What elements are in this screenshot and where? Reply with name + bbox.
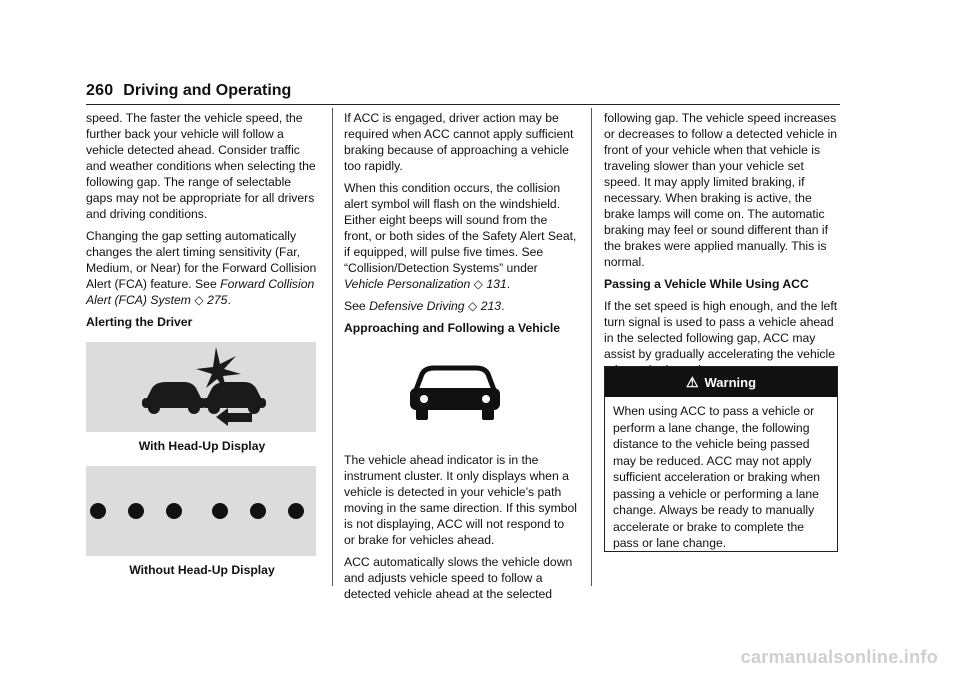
warning-icon: ⚠ — [685, 373, 699, 390]
cross-reference-link[interactable]: Defensive Driving — [369, 299, 465, 313]
paragraph: See Defensive Driving ◇ 213. — [344, 299, 505, 313]
subheading: Passing a Vehicle While Using ACC — [604, 277, 809, 291]
page-ref-number[interactable]: 275 — [207, 293, 228, 307]
paragraph-text: Changing the gap setting automatically changes the alert timing sensitivity (Far, Medium, or Near) for the Forward Collision Alert (FCA) feature. See — [86, 229, 317, 291]
page-ref-number[interactable]: 131 — [486, 277, 507, 291]
page-header — [86, 82, 840, 105]
page-ref-number[interactable]: 213 — [480, 299, 502, 313]
paragraph: If the set speed is high enough, and the left turn signal is used to pass a vehicle ahead in the selected following gap, ACC may assist by gradually accelerating the vehicle — [604, 299, 838, 361]
paragraph-text: When this condition occurs, the collision alert symbol will flash on the windshield. Either eight beeps will sound from the front, or both sides of the Safety Alert Seat, if equipped, will pulse five times. See “Collision/Detection Systems” under — [344, 181, 577, 275]
cross-reference-link[interactable]: Vehicle Personalization — [344, 277, 471, 291]
watermark: carmanualsonline.info — [740, 647, 938, 667]
column-divider-1 — [332, 108, 333, 586]
warning-text: When using ACC to pass a vehicle or perform a lane change, the following distance to the vehicle being passed may be reduced. ACC may not apply sufficient acceleration or braking when passing a vehicle or performing a lane change. Always be ready to manually accelerate or brake to complete the pass or lane change. — [613, 404, 821, 550]
column-2 — [344, 110, 578, 608]
paragraph: When this condition occurs, the collision alert symbol will flash on the windshield. Either eight beeps will sound from the front, or both sides of the Safety Alert Seat, if equipped, will pulse five times. See “Collision/Detection Systems” under Vehicle Personalization ◇ 131. — [344, 181, 577, 291]
vehicle-ahead-icon — [344, 342, 578, 430]
figure-caption: With Head-Up Display — [138, 439, 266, 453]
figure-caption: Without Head-Up Display — [129, 563, 275, 577]
cross-reference-link[interactable]: Forward Collision Alert (FCA) System — [86, 277, 315, 307]
page-number: 260 — [86, 82, 114, 99]
column-divider-2 — [591, 108, 592, 586]
paragraph-text: See — [344, 299, 370, 313]
paragraph: If ACC is engaged, driver action may be required when ACC cannot apply sufficient braking because of approaching a vehicle too rapidly. — [344, 111, 574, 173]
section-title: Driving and Operating — [123, 82, 292, 99]
warning-header — [605, 367, 837, 397]
paragraph: ACC automatically slows the vehicle down and adjusts vehicle speed to follow a detected vehicle ahead at the selected — [344, 555, 573, 601]
following-dots-icon — [86, 466, 316, 556]
page-ref-icon: ◇ — [194, 293, 204, 307]
vehicle-ahead-figure — [344, 342, 578, 430]
page-ref-icon: ◇ — [467, 299, 478, 313]
column-3 — [604, 110, 840, 384]
warning-title: Warning — [704, 374, 757, 390]
paragraph: Changing the gap setting automatically changes the alert timing sensitivity (Far, Medium, or Near) for the Forward Collision Alert (FCA) feature. See Forward Collision Alert (FCA) System ◇ 275. — [86, 229, 317, 307]
paragraph: The vehicle ahead indicator is in the instrument cluster. It only displays when a vehicle is detected in your vehicle’s path moving in the same direction. If this symbol is not displaying, ACC will not respond to or brake for vehicles ahead. — [344, 453, 578, 547]
paragraph: following gap. The vehicle speed increases or decreases to follow a detected vehicle in front of your vehicle when that vehicle is traveling slower than your vehicle set speed. It may apply limited braking, if necessary. When braking is active, the brake lamps will come on. The automatic braking may feel or sound different than if the brakes were applied manually. This is normal. — [604, 111, 838, 269]
column-1 — [86, 110, 318, 578]
collision-alert-icon — [86, 342, 316, 432]
page-ref-icon: ◇ — [473, 277, 484, 291]
warning-box — [604, 366, 838, 552]
paragraph: speed. The faster the vehicle speed, the further back your vehicle will follow a vehicle detected ahead. Consider traffic and weather conditions when selecting the following gap. The range of selectable gaps may not be appropriate for all drivers and driving conditions. — [86, 111, 316, 221]
subheading: Approaching and Following a Vehicle — [344, 321, 561, 335]
subheading: Alerting the Driver — [86, 315, 193, 329]
no-hud-figure — [86, 466, 316, 556]
hud-figure — [86, 342, 316, 432]
